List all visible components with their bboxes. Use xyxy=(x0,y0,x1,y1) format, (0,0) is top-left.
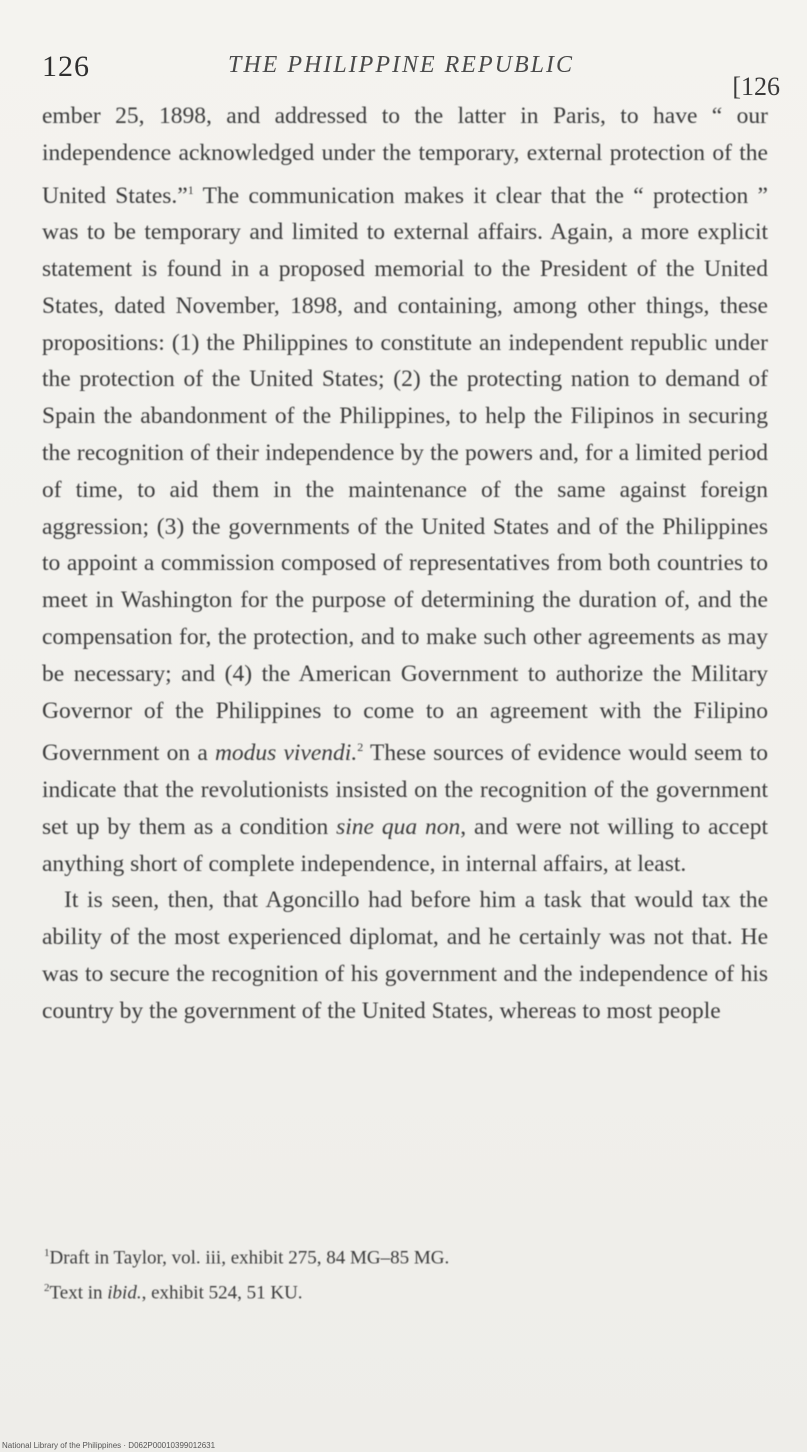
paragraph-1-text-d: , and were not willing to accept anything short of complete independence, in internal affairs, at least. xyxy=(42,813,769,877)
paragraph-2 xyxy=(42,882,768,1029)
page-number-left: 126 xyxy=(42,50,90,83)
footnote-1 xyxy=(44,1238,764,1273)
page-header xyxy=(42,40,780,101)
footnote-2-marker: 2 xyxy=(44,1282,50,1295)
footnote-2 xyxy=(44,1273,764,1308)
paragraph-1 xyxy=(42,98,768,882)
library-credit: National Library of the Philippines · D062P00010399012631 xyxy=(2,1441,216,1450)
footnote-2-italic: ibid. xyxy=(107,1282,142,1304)
page-number-right: [126 xyxy=(732,72,780,101)
footnotes xyxy=(44,1238,764,1309)
footnote-ref-2: 2 xyxy=(357,740,364,755)
paragraph-1-text-b: The communication makes it clear that the “ protection ” was to be temporary and limited to external affairs. Again, a more explicit statement is found in a proposed memorial to the President of the United States, dated November, 1898, and containing, among other things, these propositions: (1) the Philippines to constitute an independent republic under the protection of the United States; (2) the protecting nation to demand of Spain the abandonment of the Philippines, to help the Filipinos in securing the recognition of their independence by the powers and, for a limited period of time, to aid them in the maintenance of the same against foreign aggression; (3) the governments of the United States and of the Philippines to appoint a commission composed of representatives from both countries to meet in Washington for the purpose of determining the duration of, and the compensation for, the protection, and to make such other agreements as may be necessary; and (4) the American Government to authorize the Military Governor of the Philippines to come to an agreement with the Filipino Government on a xyxy=(42,182,768,767)
footnote-2-text-b: , exhibit 524, 51 KU. xyxy=(141,1282,303,1304)
body-text xyxy=(42,98,768,1030)
footnote-1-text: Draft in Taylor, vol. iii, exhibit 275, 84 MG–85 MG. xyxy=(49,1247,450,1269)
footnote-2-text-a: Text in xyxy=(49,1282,108,1304)
running-title: THE PHILIPPINE REPUBLIC xyxy=(228,52,574,78)
paragraph-1-text-c: These sources of evidence would seem to indicate that the revolutionists insisted on the recognition of the government set up by them as a condition xyxy=(42,740,769,840)
paragraph-2-text: It is seen, then, that Agoncillo had before him a task that would tax the ability of the most experienced diplomat, and he certainly was not that. He was to secure the recognition of his government and the independence of his country by the government of the United States, whereas to most people xyxy=(42,887,768,1024)
footnote-ref-1: 1 xyxy=(187,182,194,197)
italic-phrase-modus-vivendi: modus vivendi. xyxy=(214,740,358,767)
paragraph-1-text-a: ember 25, 1898, and addressed to the latter in Paris, to have “ our independence acknowledged under the temporary, external protection of the United States.” xyxy=(42,103,768,209)
italic-phrase-sine-qua-non: sine qua non xyxy=(336,813,461,840)
footnote-1-marker: 1 xyxy=(44,1247,50,1259)
